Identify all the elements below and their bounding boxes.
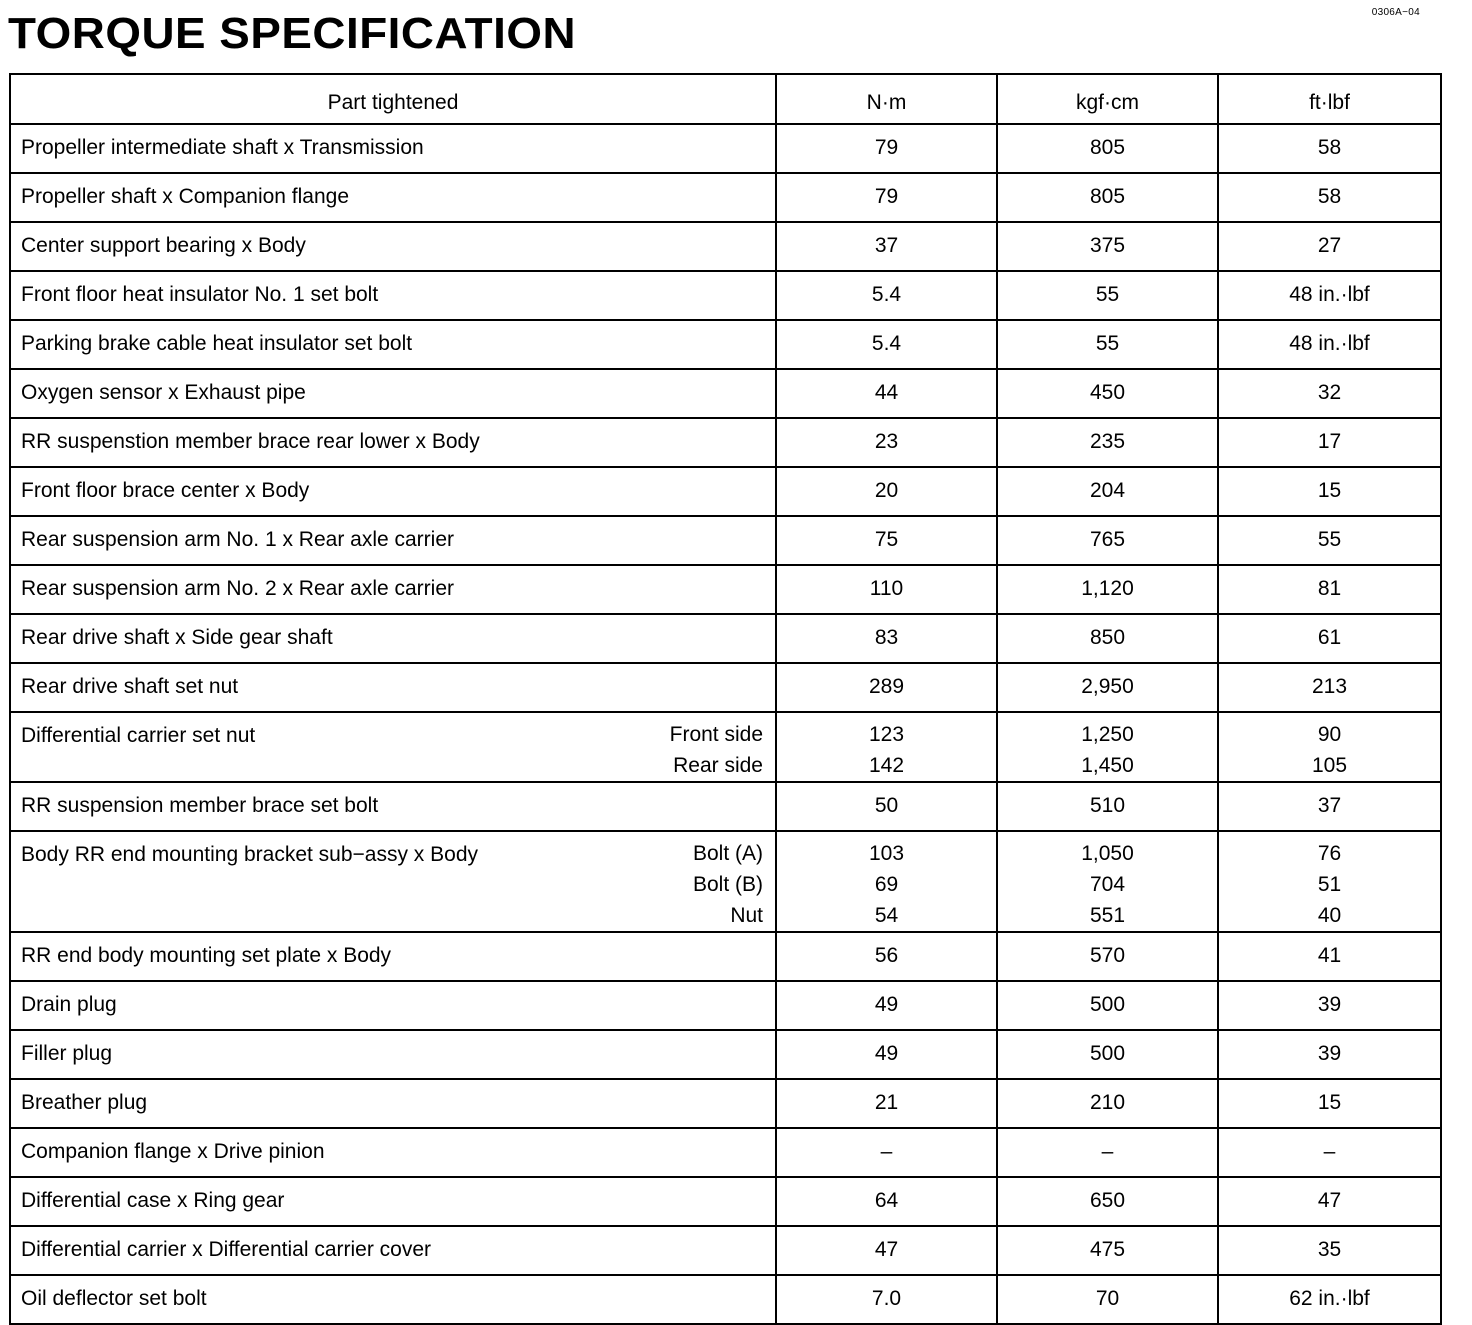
- kgfcm-cell: [997, 831, 1218, 932]
- kgfcm-cell: 375: [997, 222, 1218, 271]
- ftlbf-cell: 55: [1218, 516, 1441, 565]
- nm-cell: 21: [776, 1079, 997, 1128]
- kgfcm-cell: 55: [997, 320, 1218, 369]
- sub-part-list: [693, 838, 775, 931]
- header-nm: N·m: [776, 74, 997, 124]
- part-cell: Rear suspension arm No. 1 x Rear axle carrier: [10, 516, 776, 565]
- part-cell: Differential carrier x Differential carrier cover: [10, 1226, 776, 1275]
- table-row: [10, 320, 1441, 369]
- kgfcm-cell: 765: [997, 516, 1218, 565]
- part-cell: Filler plug: [10, 1030, 776, 1079]
- sub-value: 103: [868, 842, 905, 865]
- table-row: [10, 1226, 1441, 1275]
- table-row: [10, 418, 1441, 467]
- part-cell: Parking brake cable heat insulator set bolt: [10, 320, 776, 369]
- part-cell: Drain plug: [10, 981, 776, 1030]
- sub-value: 1,050: [1081, 842, 1134, 865]
- kgfcm-cell: 210: [997, 1079, 1218, 1128]
- part-cell: [10, 712, 776, 782]
- sub-part-label: Bolt (A): [692, 842, 763, 865]
- part-cell: Propeller intermediate shaft x Transmission: [10, 124, 776, 173]
- sub-value: 76: [1317, 842, 1342, 865]
- table-row: [10, 663, 1441, 712]
- ftlbf-cell: 17: [1218, 418, 1441, 467]
- nm-cell: 49: [776, 981, 997, 1030]
- kgfcm-cell: 570: [997, 932, 1218, 981]
- table-row: [10, 271, 1441, 320]
- table-row: [10, 981, 1441, 1030]
- kgfcm-cell: 500: [997, 1030, 1218, 1079]
- page-title: TORQUE SPECIFICATION: [8, 9, 577, 58]
- header-part-tightened: Part tightened: [10, 74, 776, 124]
- part-cell: Differential case x Ring gear: [10, 1177, 776, 1226]
- header-ftlbf: ft·lbf: [1218, 74, 1441, 124]
- part-cell: Oil deflector set bolt: [10, 1275, 776, 1324]
- kgfcm-cell: 475: [997, 1226, 1218, 1275]
- table-row: [10, 1275, 1441, 1324]
- kgfcm-cell: 70: [997, 1275, 1218, 1324]
- ftlbf-cell: 58: [1218, 124, 1441, 173]
- part-cell: Rear drive shaft x Side gear shaft: [10, 614, 776, 663]
- nm-cell: 7.0: [776, 1275, 997, 1324]
- part-cell: Oxygen sensor x Exhaust pipe: [10, 369, 776, 418]
- table-row: [10, 712, 1441, 782]
- ftlbf-cell: 41: [1218, 932, 1441, 981]
- table-row: [10, 1128, 1441, 1177]
- kgfcm-cell: 2,950: [997, 663, 1218, 712]
- header-kgfcm: kgf·cm: [997, 74, 1218, 124]
- kgfcm-cell: 204: [997, 467, 1218, 516]
- part-cell: Front floor heat insulator No. 1 set bolt: [10, 271, 776, 320]
- nm-cell: 110: [776, 565, 997, 614]
- table-row: [10, 222, 1441, 271]
- ftlbf-cell: 27: [1218, 222, 1441, 271]
- sub-value: 105: [1311, 754, 1348, 777]
- ftlbf-cell: 37: [1218, 782, 1441, 831]
- nm-cell: 5.4: [776, 271, 997, 320]
- part-cell: RR suspension member brace set bolt: [10, 782, 776, 831]
- nm-cell: 23: [776, 418, 997, 467]
- table-row: [10, 932, 1441, 981]
- sub-part-label: Front side: [669, 723, 763, 746]
- nm-cell: 47: [776, 1226, 997, 1275]
- kgfcm-cell: 805: [997, 124, 1218, 173]
- sub-part-label: Rear side: [673, 754, 763, 777]
- kgfcm-cell: 500: [997, 981, 1218, 1030]
- nm-cell: 64: [776, 1177, 997, 1226]
- table-row: [10, 614, 1441, 663]
- sub-value: 54: [874, 904, 899, 927]
- nm-cell: 20: [776, 467, 997, 516]
- kgfcm-cell: 235: [997, 418, 1218, 467]
- kgfcm-cell: 850: [997, 614, 1218, 663]
- ftlbf-cell: 15: [1218, 1079, 1441, 1128]
- torque-spec-table: [9, 73, 1442, 1325]
- part-name: Differential carrier set nut: [21, 724, 256, 747]
- nm-cell: 79: [776, 173, 997, 222]
- part-cell: Rear suspension arm No. 2 x Rear axle carrier: [10, 565, 776, 614]
- nm-cell: 56: [776, 932, 997, 981]
- document-code: 0306A−04: [1371, 7, 1420, 18]
- sub-value: 40: [1317, 904, 1342, 927]
- sub-value: 704: [1089, 873, 1126, 896]
- ftlbf-cell: –: [1218, 1128, 1441, 1177]
- kgfcm-cell: 450: [997, 369, 1218, 418]
- ftlbf-cell: 81: [1218, 565, 1441, 614]
- sub-value: 1,250: [1081, 723, 1134, 746]
- nm-cell: [776, 831, 997, 932]
- kgfcm-cell: 55: [997, 271, 1218, 320]
- ftlbf-cell: 62 in.·lbf: [1218, 1275, 1441, 1324]
- sub-value: 1,450: [1081, 754, 1134, 777]
- kgfcm-cell: 650: [997, 1177, 1218, 1226]
- sub-part-label: Nut: [730, 904, 763, 927]
- table-row: [10, 565, 1441, 614]
- sub-value: 69: [874, 873, 899, 896]
- table-row: [10, 516, 1441, 565]
- part-name: Body RR end mounting bracket sub−assy x Body: [21, 843, 478, 866]
- table-row: [10, 1177, 1441, 1226]
- part-cell: Front floor brace center x Body: [10, 467, 776, 516]
- ftlbf-cell: 39: [1218, 981, 1441, 1030]
- ftlbf-cell: 39: [1218, 1030, 1441, 1079]
- nm-cell: [776, 712, 997, 782]
- ftlbf-cell: 32: [1218, 369, 1441, 418]
- nm-cell: 44: [776, 369, 997, 418]
- nm-cell: 79: [776, 124, 997, 173]
- table-row: [10, 831, 1441, 932]
- sub-value: 90: [1317, 723, 1342, 746]
- nm-cell: 50: [776, 782, 997, 831]
- part-cell: Breather plug: [10, 1079, 776, 1128]
- sub-part-list: [670, 719, 775, 781]
- nm-cell: 5.4: [776, 320, 997, 369]
- sub-value: 123: [868, 723, 905, 746]
- ftlbf-cell: 47: [1218, 1177, 1441, 1226]
- ftlbf-cell: 35: [1218, 1226, 1441, 1275]
- table-row: [10, 173, 1441, 222]
- sub-value: 142: [868, 754, 905, 777]
- table-row: [10, 369, 1441, 418]
- part-cell: [10, 831, 776, 932]
- nm-cell: 289: [776, 663, 997, 712]
- ftlbf-cell: 213: [1218, 663, 1441, 712]
- kgfcm-cell: 1,120: [997, 565, 1218, 614]
- sub-value: 551: [1089, 904, 1126, 927]
- table-row: [10, 467, 1441, 516]
- part-cell: RR suspenstion member brace rear lower x Body: [10, 418, 776, 467]
- kgfcm-cell: 805: [997, 173, 1218, 222]
- kgfcm-cell: 510: [997, 782, 1218, 831]
- nm-cell: 83: [776, 614, 997, 663]
- part-cell: Companion flange x Drive pinion: [10, 1128, 776, 1177]
- ftlbf-cell: 48 in.·lbf: [1218, 320, 1441, 369]
- nm-cell: 75: [776, 516, 997, 565]
- nm-cell: –: [776, 1128, 997, 1177]
- table-row: [10, 1030, 1441, 1079]
- nm-cell: 37: [776, 222, 997, 271]
- part-cell: Center support bearing x Body: [10, 222, 776, 271]
- table-row: [10, 124, 1441, 173]
- kgfcm-cell: [997, 712, 1218, 782]
- part-cell: Rear drive shaft set nut: [10, 663, 776, 712]
- part-cell: Propeller shaft x Companion flange: [10, 173, 776, 222]
- sub-part-label: Bolt (B): [692, 873, 763, 896]
- sub-value: 51: [1317, 873, 1342, 896]
- nm-cell: 49: [776, 1030, 997, 1079]
- table-header-row: [10, 74, 1441, 124]
- table-row: [10, 1079, 1441, 1128]
- ftlbf-cell: 15: [1218, 467, 1441, 516]
- table-body: [10, 124, 1441, 1324]
- table-row: [10, 782, 1441, 831]
- ftlbf-cell: [1218, 831, 1441, 932]
- ftlbf-cell: 58: [1218, 173, 1441, 222]
- ftlbf-cell: 48 in.·lbf: [1218, 271, 1441, 320]
- ftlbf-cell: [1218, 712, 1441, 782]
- kgfcm-cell: –: [997, 1128, 1218, 1177]
- ftlbf-cell: 61: [1218, 614, 1441, 663]
- part-cell: RR end body mounting set plate x Body: [10, 932, 776, 981]
